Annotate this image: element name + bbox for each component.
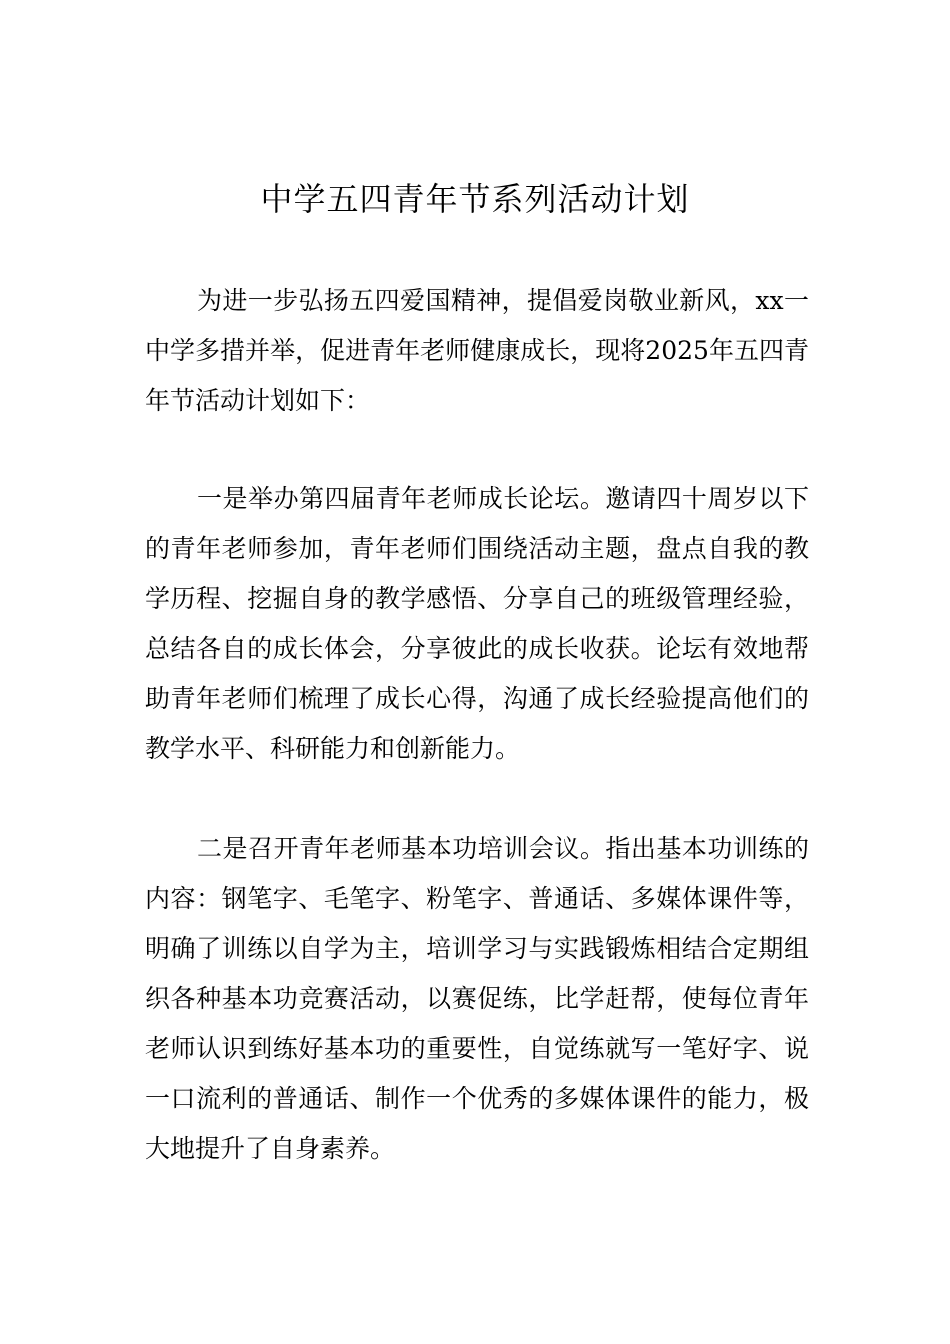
paragraph-training: 二是召开青年老师基本功培训会议。指出基本功训练的内容：钢笔字、毛笔字、粉笔字、普通话、多媒体课件等，明确了训练以自学为主，培训学习与实践锻炼相结合定期组织各种基本功竞赛活动，以赛促练，比学赶帮，使每位青年老师认识到练好基本功的重要性，自觉练就写一笔好字、说一口流利的普通话、制作一个优秀的多媒体课件的能力，极大地提升了自身素养。: [145, 834, 809, 1163]
paragraph-forum: 一是举办第四届青年老师成长论坛。邀请四十周岁以下的青年老师参加，青年老师们围绕活动主题，盘点自我的教学历程、挖掘自身的教学感悟、分享自己的班级管理经验，总结各自的成长体会，分享彼此的成长收获。论坛有效地帮助青年老师们梳理了成长心得，沟通了成长经验提高他们的教学水平、科研能力和创新能力。: [145, 484, 809, 763]
paragraph-intro: 为进一步弘扬五四爱国精神，提倡爱岗敬业新风，xx一中学多措并举，促进青年老师健康成长，现将2025年五四青年节活动计划如下：: [145, 286, 809, 415]
document-title: 中学五四青年节系列活动计划: [260, 180, 690, 218]
